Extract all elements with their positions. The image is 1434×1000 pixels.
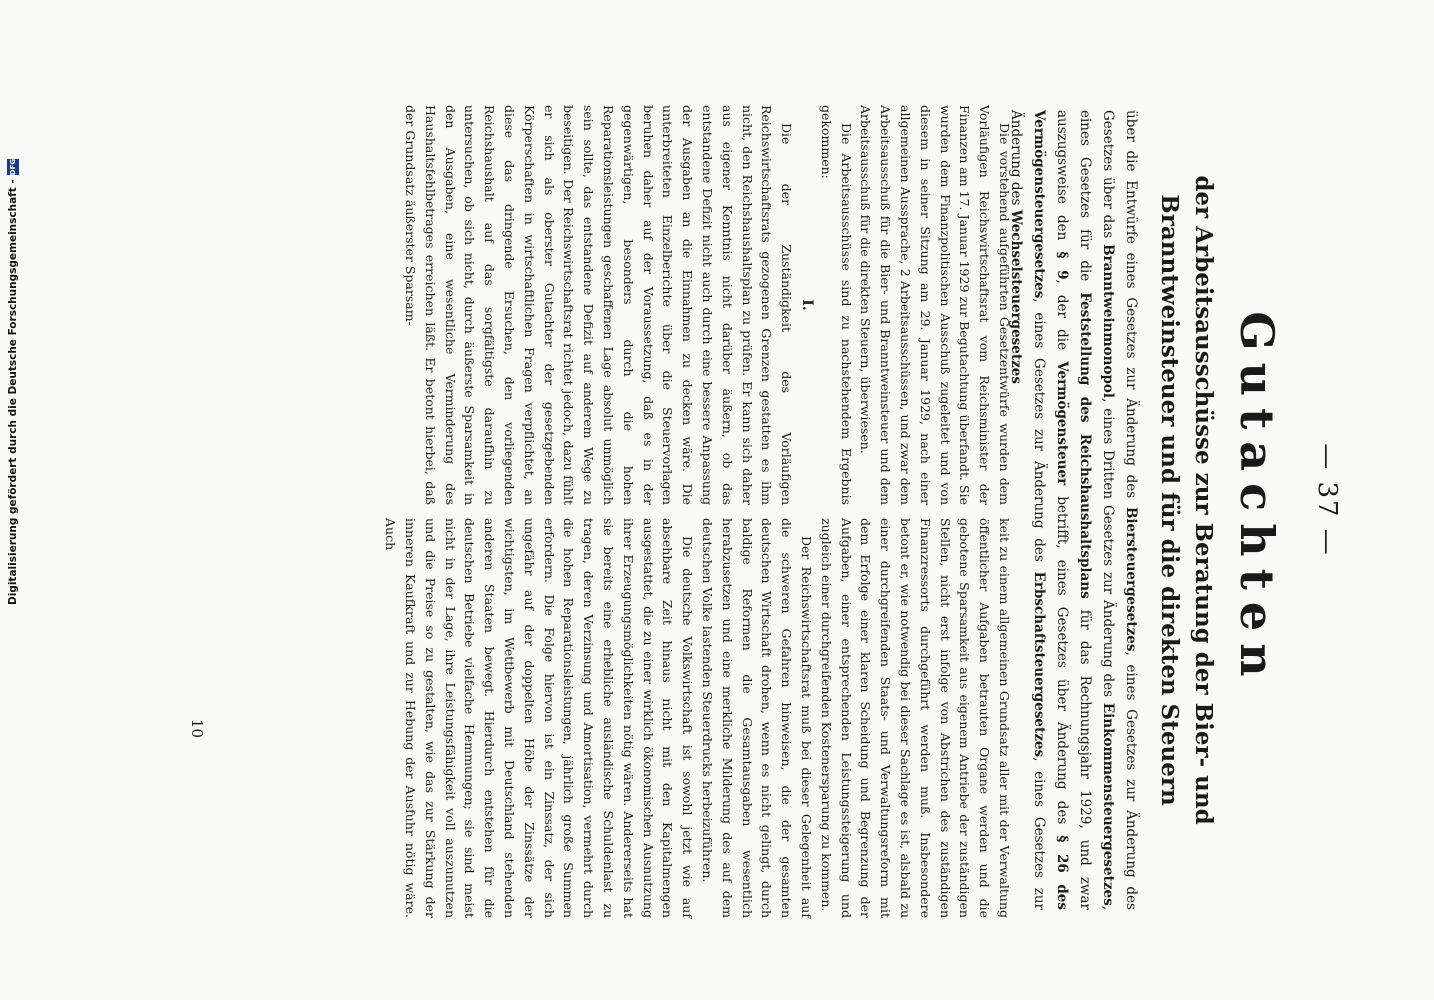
section-number: I. [799,299,816,311]
left-column [400,105,1014,505]
page-number: — 37 — [1312,443,1342,557]
dfg-logo: DFG [9,158,17,176]
intro-paragraph: über die Entwürfe eines Gesetzes zur Änderung des Biersteuergesetzes, eines Gesetzes zur Änderung des Gesetzes über das Branntweinmonopol, eines Dritten Gesetzes zur Änderung des Einkommensteuergesetzes, eines Gesetzes für die Feststellung des Reichshaushaltsplans für das Rechnungsjahr 1929, und zwar auszugsweise den § 9, der die Vermögensteuer betrifft, eines Gesetzes über Änderung des § 26 des Vermögensteuergesetzes, eines Gesetzes zur Änderung des Erbschaftsteuergesetzes, eines Gesetzes zur Änderung des Wechselsteuergesetzes [1008,110,1139,911]
paragraph: Die der Zuständigkeit des Vorläufigen Reichswirtschaftsrats gezogenen Grenzen gestatten es ihm nicht, den Reichshaushaltsplan zu prüfen. Er kann sich daher aus eigener Kenntnis nicht darüber äußern, ob das entstandene Defizit nicht auch durch eine bessere Anpassung der Ausgaben an die Einnahmen zu decken wäre. Die unterbreiteten Einzelberichte über die Steuervorlagen beruhen daher auf der Voraussetzung, daß es in der gegenwärtigen, besonders durch die hohen Reparationsleistungen geschaffenen Lage absolut unmöglich sein sollte, das entstandene Defizit auf anderem Wege zu beseitigen. Der Reichswirtschaftsrat richtet jedoch, dazu fühlt er sich als oberster Gutachter der gesetzgebenden Körperschaften in wirtschaftlichen Fragen verpflichtet, an diese das dringende Ersuchen, den vorliegenden Reichshaushalt auf das sorgfältigste daraufhin zu untersuchen, ob sich nicht, durch äußerste Sparsamkeit in den Ausgaben, eine wesentliche Verminderung des Haushaltsfehlbetrages erreichen läßt. Er betont hierbei, daß der Grundsatz äußerster Sparsam- [403,105,795,505]
paragraph: Die vorstehend aufgeführten Gesetzentwürfe wurden dem Vorläufigen Reichswirtschaftsrat vom Reichsminister der Finanzen am 17. Januar 1929 zur Begutachtung überfandt. Sie wurden dem Finanzpolitischen Ausschuß zugeleitet und von diesem in seiner Sitzung am 29. Januar 1929, nach einer allgemeinen Aussprache, 2 Arbeitsausschüssen, und zwar dem Arbeitsausschuß für die Bier- und Branntweinsteuer und dem Arbeitsausschuß für die direkten Steuern, überwiesen. [858,105,1012,505]
page-title: Gutachten [1230,311,1284,689]
paragraph: Die Arbeitsausschüsse sind zu nachstehendem Ergebnis gekommen: [818,105,854,505]
paragraph: Die deutsche Volkswirtschaft ist sowohl jetzt wie auf absehbare Zeit hinaus nicht mit den Kapitalmengen ausgestattet, die zu einer wirklich ökonomischen Ausnutzung ihrer Erzeugungsmöglichkeiten nötig wären. Andererseits hat sie bereits eine erhebliche ausländische Schuldenlast zu tragen, deren Verzinsung und Amortisation, vermehrt durch die hohen Reparationsleistungen, jährlich große Summen erfordern. Die Folge hiervon ist ein Zinssatz, der sich ungefähr auf der doppelten Höhe der Zinssätze der wichtigsten, im Wettbewerb mit Deutschland stehenden anderen Staaten bewegt. Hierdurch entstehen für die deutschen Betriebe vielfache Hemmungen; sie sind meist nicht in der Lage, ihre Leistungsfähigkeit voll auszunutzen und die Preise so zu gestalten, wie das zur Stärkung der inneren Kaufkraft und zur Hebung der Ausfuhr nötig wäre. Auch [383,518,696,918]
signature-number: 10 [188,718,206,738]
digitization-text: Digitalisierung gefördert durch die Deutsche Forschungsgemeinschaft - [7,179,19,605]
subtitle: der Arbeitsausschüsse zur Beratung der Bier- und Branntweinsteuer und für die direkten Steuern [1156,175,1217,825]
right-column [381,518,1015,918]
paragraph: keit zu einem allgemeinen Grundsatz aller mit der Verwaltung öffentlicher Aufgaben betrauten Organe werden und die gebotene Sparsamkeit aus eigenem Antriebe der zuständigen Stellen, nicht erst infolge von Abstrichen des zuständigen Finanzressorts durchgeführt werden muß. Insbesondere betont er, wie notwendig bei dieser Sachlage es ist, alsbald zu einer durchgreifenden Staats- und Verwaltungsreform mit dem Erfolge einer klaren Scheidung und Begrenzung der Aufgaben, einer entsprechenden Leistungssteigerung und zugleich einer durchgreifenden Kostenersparung zu kommen. [818,518,1012,918]
paragraph: Der Reichswirtschaftsrat muß bei dieser Gelegenheit auf die schweren Gefahren hinweisen, die der gesamten deutschen Wirtschaft drohen, wenn es nicht gelingt, durch baldige Reformen die Gesamtausgaben wesentlich herabzusetzen und eine merkliche Milderung des auf dem deutschen Volke lastenden Steuerdrucks herbeizuführen. [700,518,815,918]
digitization-note [2,158,24,605]
